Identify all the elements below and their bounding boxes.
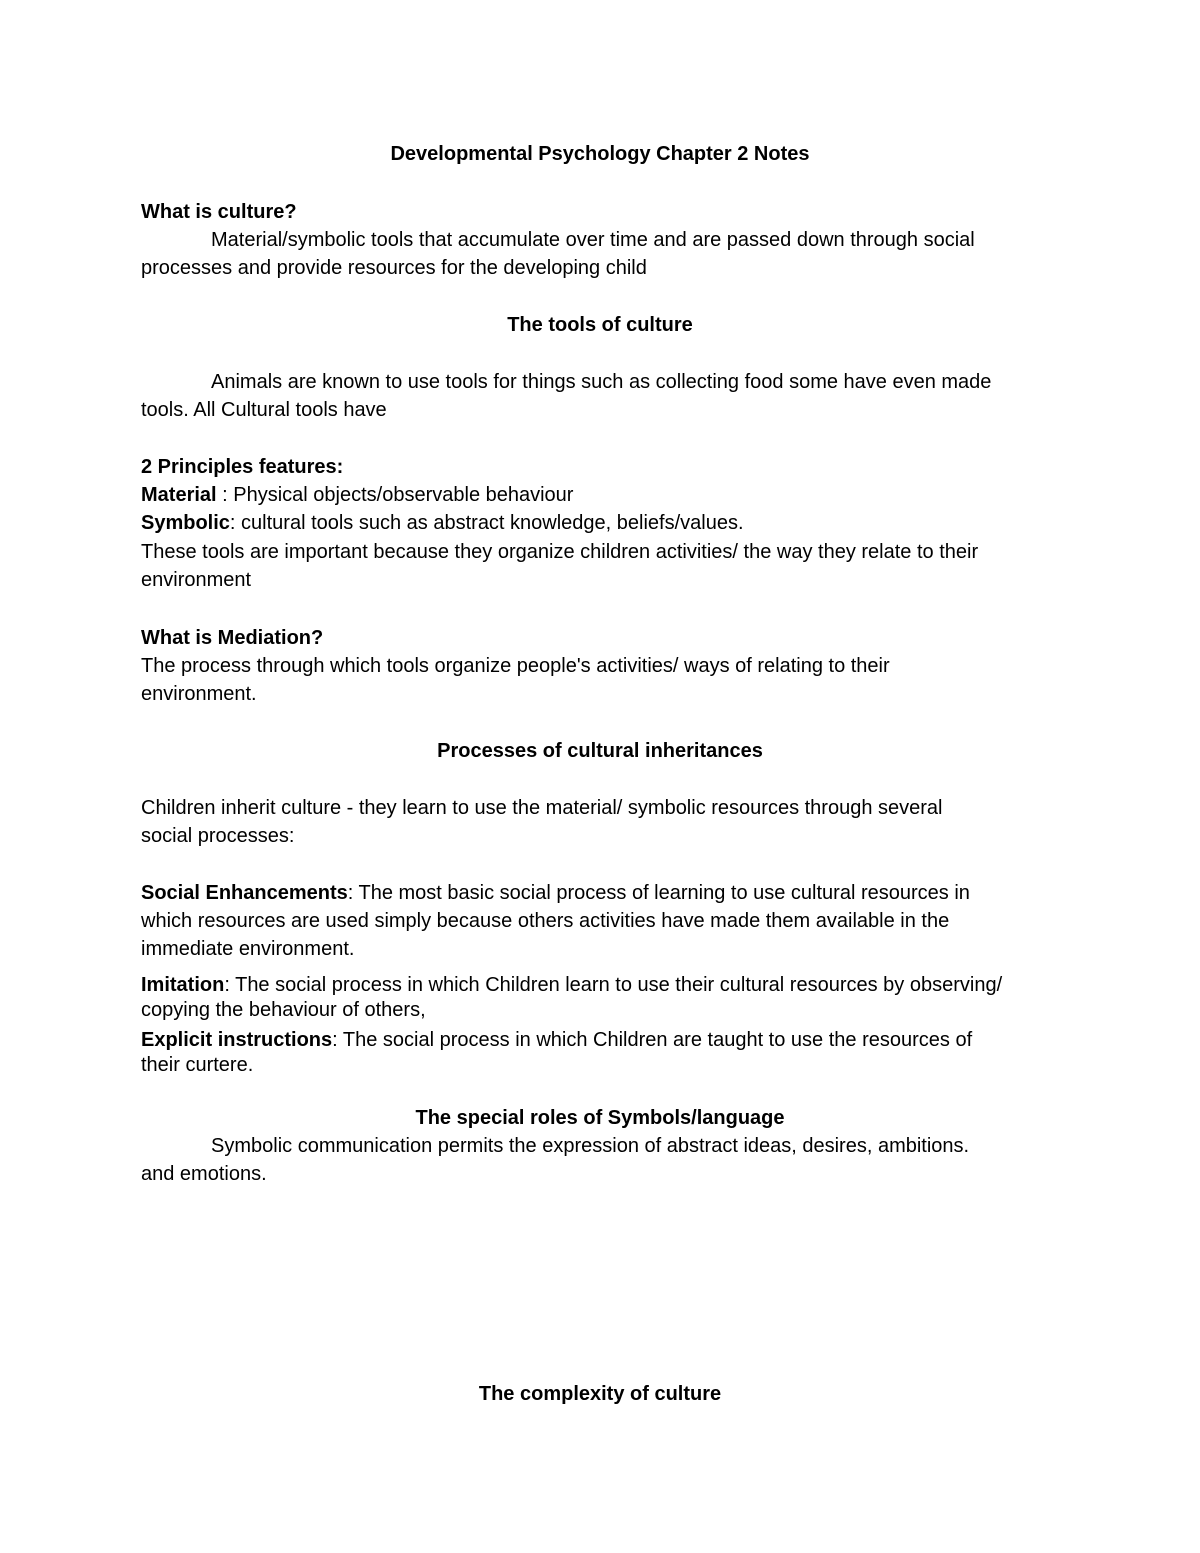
- imitation-term: Imitation: [141, 974, 225, 996]
- enhancements-term: Social Enhancements: [141, 882, 348, 904]
- principles-text-line-2: environment: [141, 569, 252, 591]
- imitation: [141, 973, 1002, 997]
- tools-heading: The tools of culture: [507, 314, 693, 336]
- mediation-heading: What is Mediation?: [141, 627, 324, 649]
- processes-heading: Processes of cultural inheritances: [437, 740, 763, 762]
- explicit-line-2: their curtere.: [141, 1054, 254, 1076]
- complexity-heading: The complexity of culture: [478, 1383, 722, 1405]
- symbolic-term: Symbolic: [141, 512, 230, 534]
- culture-text-line-2: processes and provide resources for the developing child: [141, 257, 647, 279]
- processes-text-line-2: social processes:: [141, 825, 295, 847]
- culture-heading: What is culture?: [141, 201, 297, 223]
- page-title: Developmental Psychology Chapter 2 Notes: [390, 143, 810, 165]
- symbolic-definition: : cultural tools such as abstract knowledge, beliefs/values.: [229, 512, 744, 534]
- enhancements-definition: : The most basic social process of learning to use cultural resources in: [347, 882, 970, 904]
- explicit-instructions: [141, 1028, 972, 1052]
- explicit-definition: : The social process in which Children are taught to use the resources of: [332, 1029, 973, 1051]
- imitation-line-2: copying the behaviour of others,: [141, 999, 426, 1021]
- mediation-text-line-2: environment.: [141, 683, 257, 705]
- principles-text-line-1: These tools are important because they organize children activities/ the way they relate to their: [141, 541, 979, 563]
- enhancements-line-3: immediate environment.: [141, 938, 355, 960]
- principle-material: [141, 483, 573, 507]
- social-enhancements: [141, 881, 970, 905]
- material-term: Material: [141, 484, 217, 506]
- enhancements-line-2: which resources are used simply because others activities have made them available in the: [141, 910, 950, 932]
- processes-text-line-1: Children inherit culture - they learn to use the material/ symbolic resources through several: [141, 797, 943, 819]
- explicit-term: Explicit instructions: [141, 1029, 333, 1051]
- symbols-text-line-1: Symbolic communication permits the expression of abstract ideas, desires, ambitions.: [211, 1135, 970, 1157]
- principle-symbolic: [141, 511, 744, 535]
- tools-text-line-2: tools. All Cultural tools have: [141, 399, 387, 421]
- principles-heading: 2 Principles features:: [141, 456, 344, 478]
- mediation-text-line-1: The process through which tools organize people's activities/ ways of relating to their: [141, 655, 890, 677]
- imitation-definition: : The social process in which Children learn to use their cultural resources by observing/: [224, 974, 1003, 996]
- symbols-text-line-2: and emotions.: [141, 1163, 267, 1185]
- tools-text-line-1: Animals are known to use tools for things such as collecting food some have even made: [211, 371, 992, 393]
- symbols-heading: The special roles of Symbols/language: [415, 1107, 785, 1129]
- material-definition: : Physical objects/observable behaviour: [216, 484, 574, 506]
- culture-text-line-1: Material/symbolic tools that accumulate over time and are passed down through social: [211, 229, 975, 251]
